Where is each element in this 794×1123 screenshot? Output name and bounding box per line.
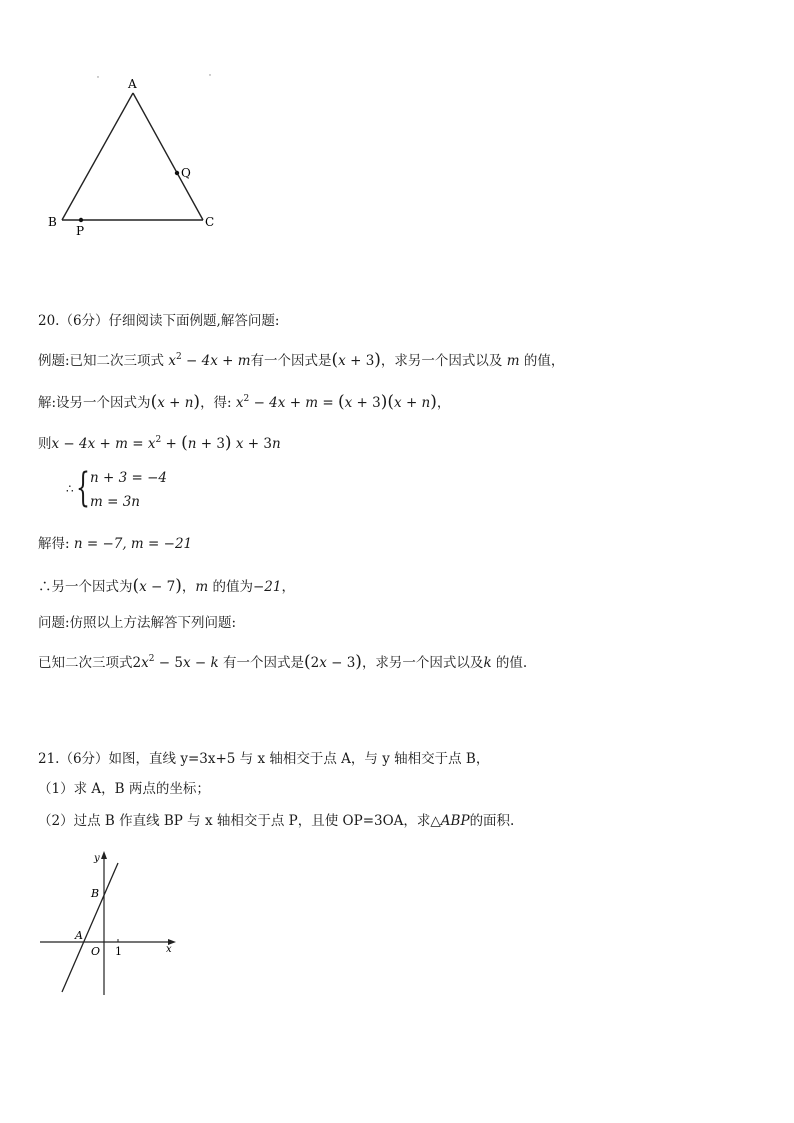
- expr-factor-unknown: (x + n): [150, 392, 201, 412]
- q20-example-prefix: 例题:已知二次三项式: [38, 353, 165, 369]
- label-b: B: [48, 215, 57, 229]
- label-a: A: [128, 77, 137, 91]
- line-y-3x-5: [62, 863, 118, 992]
- q20-concl-mid: ，: [181, 579, 196, 595]
- q20-header: 20.（6分）仔细阅读下面例题,解答问题:: [38, 313, 280, 329]
- q20-solved-prefix: 解得:: [38, 536, 70, 552]
- var-m: m: [506, 353, 520, 369]
- q21-header: 21.（6分）如图，直线 y=3x+5 与 x 轴相交于点 A，与 y 轴相交于点 B，: [38, 751, 490, 767]
- triangle-figure: [40, 70, 230, 240]
- system-line-2: m = 3n: [90, 494, 140, 510]
- label-a: A: [75, 929, 83, 942]
- coordinate-figure: [30, 845, 190, 1000]
- dot-mark-left: [97, 76, 98, 77]
- q20-example-suffix: ，求另一个因式以及: [380, 353, 503, 369]
- expr-factor-result: (x − 7): [132, 576, 182, 596]
- point-q: [175, 171, 179, 175]
- side-ab: [62, 93, 133, 220]
- q20-then-prefix: 则: [38, 436, 52, 452]
- expr-factor-given: (x + 3): [331, 350, 381, 370]
- expr-identity: $x^2 - 4x + m = (x + 3)(x + n)$: [235, 392, 437, 412]
- label-one: 1: [115, 945, 122, 958]
- label-x-axis: x: [166, 944, 172, 955]
- q21-part2-end: 的面积.: [469, 813, 515, 829]
- q20-concl-mid2: 的值为: [212, 579, 253, 595]
- q20-concl-prefix: ∴另一个因式为: [38, 579, 133, 595]
- label-c: C: [205, 215, 215, 229]
- var-m-result: m: [195, 579, 209, 595]
- q20-example: [38, 348, 564, 370]
- q20-task: [38, 650, 527, 672]
- q20-example-mid: 有一个因式是: [250, 353, 332, 369]
- q20-solution: [38, 390, 450, 412]
- q20-then: [38, 431, 281, 453]
- q20-task-end: 的值.: [495, 655, 528, 671]
- var-k: k: [483, 655, 492, 671]
- q21-part2: [38, 812, 514, 830]
- label-p: P: [76, 224, 85, 238]
- label-q: Q: [181, 166, 191, 180]
- q20-sol-end: ，: [436, 395, 451, 411]
- label-y-axis: y: [94, 853, 100, 864]
- therefore-symbol: ∴: [66, 482, 74, 496]
- q20-task-mid: 有一个因式是: [222, 655, 304, 671]
- q20-task-prefix: 已知二次三项式: [38, 655, 133, 671]
- label-o: O: [91, 945, 101, 958]
- expr-trinomial: $x^2 - 4x + m$: [168, 352, 251, 369]
- q20-solved: [38, 535, 192, 553]
- q20-task-suffix: ，求另一个因式以及: [361, 655, 484, 671]
- q21-triangle-name: ABP: [440, 813, 470, 829]
- side-ac: [133, 93, 203, 220]
- system-line-1: n + 3 = −4: [90, 470, 167, 486]
- point-p: [79, 218, 83, 222]
- q20-solved-value: n = −7, m = −21: [73, 536, 193, 552]
- equation-system: [66, 466, 206, 516]
- expr-task-factor: (2x − 3): [303, 652, 362, 672]
- q20-sol-prefix: 解:设另一个因式为: [38, 395, 151, 411]
- q21-part2-prefix: （2）过点 B 作直线 BP 与 x 轴相交于点 P，且使 OP=3OA，求△: [38, 813, 441, 829]
- system-brace: {: [76, 465, 90, 511]
- expr-task-trinomial: $2x^2 - 5x - k$: [132, 654, 219, 671]
- q20-conclusion: [38, 577, 295, 596]
- y-axis-arrow: [101, 851, 107, 859]
- label-b: B: [91, 887, 100, 900]
- expr-expanded: $x - 4x + m = x^2 + (n + 3) x + 3n$: [51, 433, 281, 453]
- dot-mark-right: [209, 74, 210, 75]
- q20-concl-end: ，: [281, 579, 295, 595]
- q20-example-end: 的值，: [523, 353, 565, 369]
- q20-sol-mid: ，得:: [200, 395, 232, 411]
- q20-problem-label: 问题:仿照以上方法解答下列问题:: [38, 615, 237, 631]
- q21-part1: （1）求 A，B 两点的坐标；: [38, 781, 210, 797]
- q20-concl-value: −21: [253, 579, 282, 595]
